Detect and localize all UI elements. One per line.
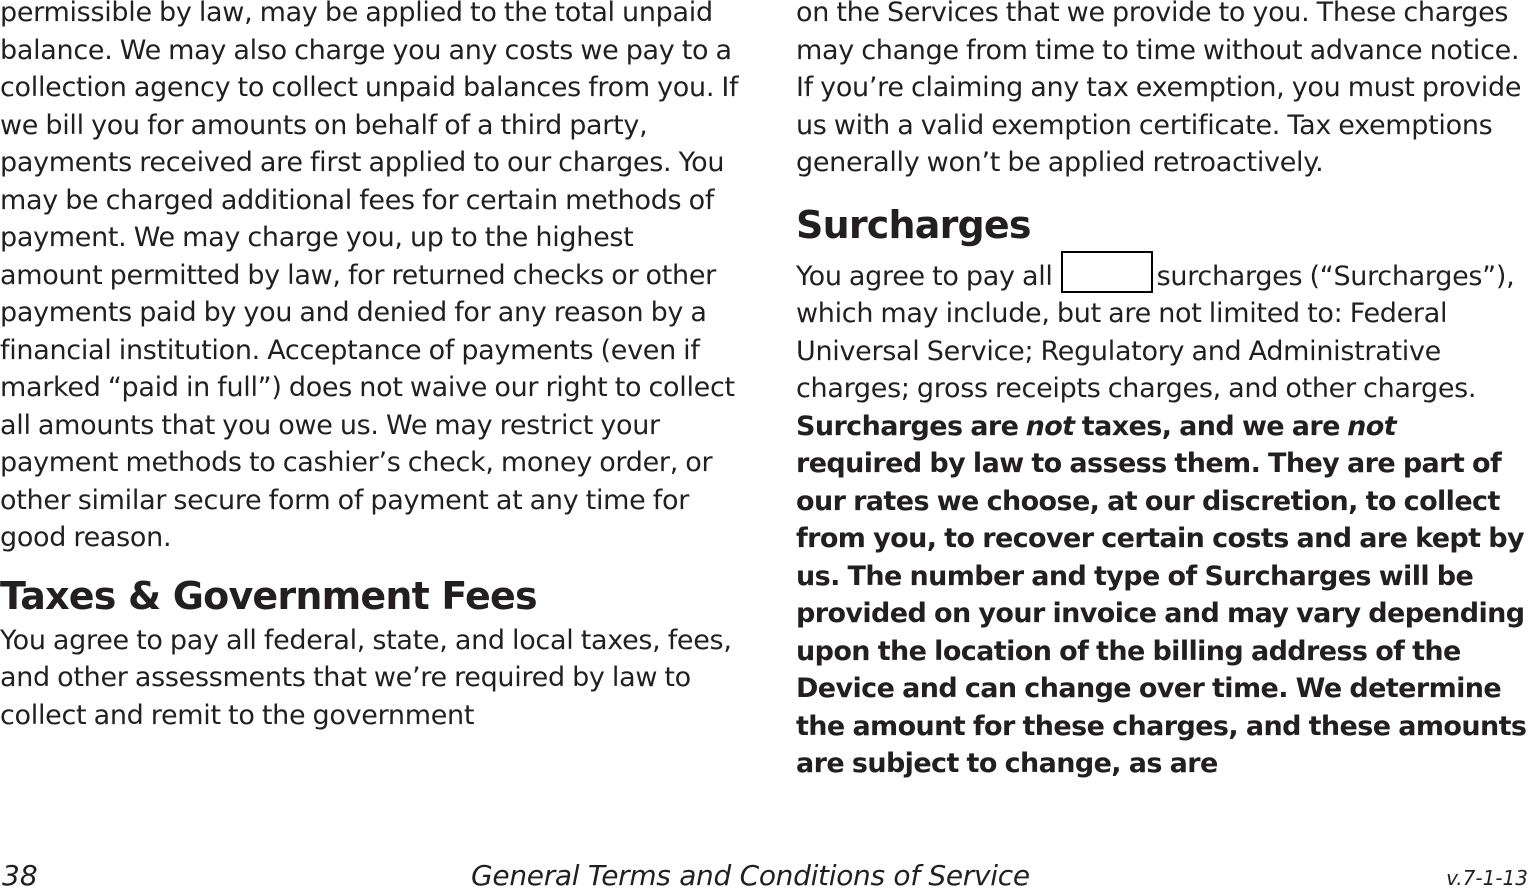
page-number: 38 [2,859,38,892]
right-column [796,0,1528,783]
surcharges-bold-text-1: Surcharges are [796,410,1019,442]
document-title: General Terms and Conditions of Service [471,859,1030,892]
surcharges-intro-text: You agree to pay all [796,260,1053,292]
taxes-heading: Taxes & Government Fees [0,573,537,618]
surcharges-bold-text-3: required by law to assess them. They are part of our rates we choose, at our discretion, to collect from you, to recover certain costs and are kept by us. The number and type of Surcharges will be provided on your invoice and may vary depending upon the location of the billing address of the Device and can change over time. We determine the amount for these charges, and these amounts are subject to change, as are [796,448,1527,779]
emphasis-not-2: not [1347,410,1397,442]
redaction-box [1061,251,1153,293]
left-column [0,0,740,734]
taxes-paragraph: You agree to pay all federal, state, and local taxes, fees, and other assessments that we’re required by law to collect and remit to the government [0,624,732,731]
surcharges-heading: Surcharges [796,202,1031,247]
surcharges-paragraph [796,251,1528,783]
page-footer [0,860,1536,892]
surcharges-intro-continued: surcharges (“Surcharges”), which may include, but are not limited to: Federal Universal Service; Regulatory and Administrative charges; gross receipts charges, and other charges. [796,260,1515,404]
tax-exemption-paragraph: on the Services that we provide to you. These charges may change from time to time without advance notice. If you’re claiming any tax exemption, you must provide us with a valid exemption certificate. Tax exemptions generally won’t be applied retroactively. [796,0,1522,178]
version-label: v.7-1-13 [1446,866,1528,890]
payment-terms-paragraph: permissible by law, may be applied to the total unpaid balance. We may also charge you any costs we pay to a collection agency to collect unpaid balances from you. If we bill you for amounts on behalf of a third party, payments received are first applied to our charges. You may be charged additional fees for certain methods of payment. We may charge you, up to the highest amount permitted by law, for returned checks or other payments paid by you and denied for any reason by a financial institution. Acceptance of payments (even if marked “paid in full”) does not waive our right to collect all amounts that you owe us. We may restrict your payment methods to cashier’s check, money order, or other similar secure form of payment at any time for good reason. [0,0,739,553]
emphasis-not-1: not [1025,410,1075,442]
surcharges-bold-text-2: taxes, and we are [1081,410,1340,442]
